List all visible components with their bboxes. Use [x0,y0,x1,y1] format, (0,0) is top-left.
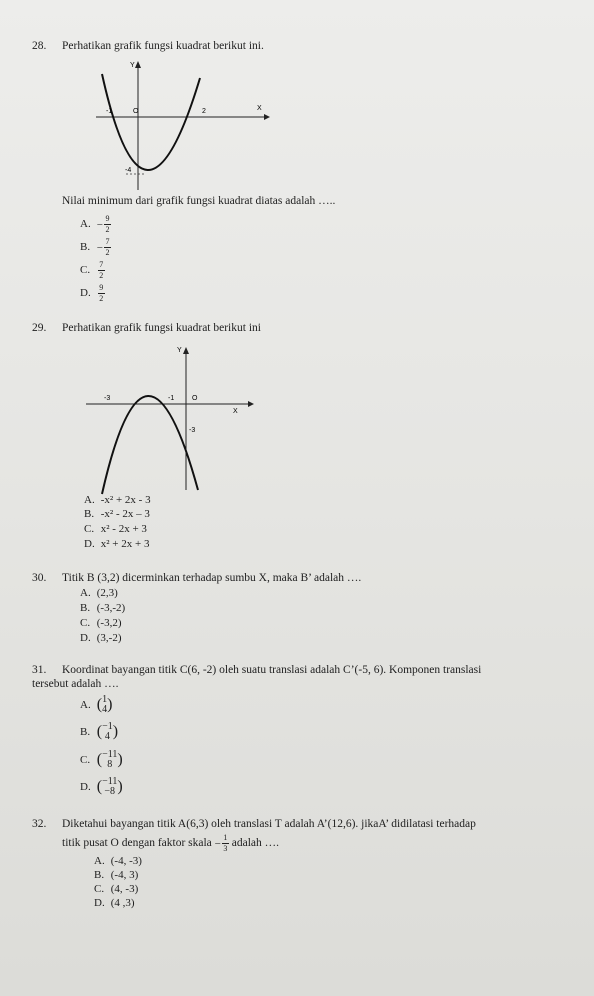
q31-option-d[interactable] [80,777,123,797]
q30-prompt: Titik B (3,2) dicerminkan terhadap sumbu X, maka B’ adalah …. [62,572,362,584]
vector-bottom: 4 [102,704,108,715]
option-label: B. [80,241,91,254]
q29-y-int-label: -3 [189,427,196,434]
vector-top: −11 [102,776,118,787]
vector-top: −1 [102,721,113,732]
q28-graph [88,56,278,196]
option-label: C. [80,617,91,629]
q28-option-b[interactable] [80,238,111,257]
vector-top: 1 [102,694,108,705]
q32-prompt-pre: titik pusat O dengan faktor skala [62,837,212,850]
q28-option-a[interactable] [80,215,111,234]
q29-graph [72,340,262,495]
q31-option-a[interactable] [80,695,112,715]
scale-fraction [222,834,229,853]
numerator: 9 [105,214,110,223]
numerator: 7 [99,260,104,269]
q28-x-label: X [257,105,262,112]
q29-x-right-label: -1 [168,395,175,402]
option-label: D. [80,287,91,300]
q31-option-b[interactable] [80,722,118,742]
option-text: x² + 2x + 3 [100,538,150,550]
option-label: C. [80,264,91,277]
q28-origin-label: O [133,108,139,115]
denominator: 2 [99,271,104,280]
option-text: (-3,2) [96,617,122,629]
q29-parabola [102,396,198,494]
translation-vector: ( −11 −8 ) [96,776,123,797]
denominator: 2 [99,294,104,303]
option-label: D. [94,897,105,909]
option-label: C. [94,883,105,895]
vector-bottom: −8 [104,786,116,797]
option-text: x² - 2x + 3 [100,523,147,535]
option-text: (2,3) [96,587,118,599]
option-label: B. [80,602,91,614]
option-label: C. [80,753,91,766]
option-label: A. [80,698,91,711]
fraction [104,238,111,257]
scale-sign: − [214,837,221,850]
q29-option-b[interactable] [84,508,150,520]
option-label: C. [84,523,95,535]
q29-y-arrow [183,347,189,354]
option-text: (-3,-2) [96,602,126,614]
q30-number: 30. [32,572,47,584]
q28-x-pos-label: 2 [202,108,206,115]
q28-y-min-label: -4 [125,167,132,174]
option-label: A. [94,855,105,867]
fraction [98,284,105,303]
option-label: A. [84,494,95,506]
numerator: 1 [223,833,228,842]
fraction [98,261,105,280]
q32-option-d[interactable] [94,897,135,909]
q28-number: 28. [32,40,47,52]
q31-prompt-line1: Koordinat bayangan titik C(6, -2) oleh suatu translasi adalah C’(-5, 6). Komponen translasi [62,664,482,676]
q32-prompt-post: adalah …. [231,837,280,850]
fraction-sign: − [96,218,103,231]
option-text: (3,-2) [96,632,122,644]
q32-number: 32. [32,818,47,830]
option-text: -x² + 2x - 3 [100,494,151,506]
q29-option-a[interactable] [84,494,151,506]
fraction [104,215,111,234]
q29-option-c[interactable] [84,523,147,535]
option-label: B. [84,508,95,520]
numerator: 9 [99,283,104,292]
q29-option-d[interactable] [84,538,149,550]
translation-vector: ( −1 4 ) [96,721,119,742]
q32-option-c[interactable] [94,883,138,895]
option-label: A. [80,587,91,599]
q29-x-left-label: -3 [104,395,111,402]
option-label: D. [84,538,95,550]
denominator: 2 [105,225,110,234]
q29-y-label: Y [177,347,182,354]
fraction-sign: − [96,241,103,254]
q29-x-label: X [233,408,238,415]
q29-prompt: Perhatikan grafik fungsi kuadrat berikut ini [62,322,261,334]
vector-bottom: 4 [104,731,110,742]
option-label: B. [80,725,91,738]
q32-prompt-line1: Diketahui bayangan titik A(6,3) oleh translasi T adalah A’(12,6). jikaA’ didilatasi terhadap [62,818,476,830]
q31-prompt-line2: tersebut adalah …. [32,678,119,690]
q30-option-b[interactable] [80,602,125,614]
translation-vector: ( −11 8 ) [96,749,123,770]
numerator: 7 [105,237,110,246]
q28-y-label: Y [130,62,135,69]
q30-option-a[interactable] [80,587,118,599]
q29-x-arrow [248,401,254,407]
option-label: D. [80,780,91,793]
q28-x-neg-label: -1 [106,108,113,115]
option-label: A. [80,218,91,231]
option-text: (-4, -3) [110,855,142,867]
q30-option-d[interactable] [80,632,122,644]
option-text: -x² - 2x – 3 [100,508,150,520]
q28-question: Nilai minimum dari grafik fungsi kuadrat diatas adalah ….. [62,195,336,207]
q29-origin-label: O [192,395,198,402]
q30-option-c[interactable] [80,617,122,629]
option-text: (4, -3) [110,883,139,895]
q28-y-arrow [135,61,141,68]
q31-number: 31. [32,664,47,676]
denominator: 3 [223,844,228,853]
vector-bottom: 8 [107,759,113,770]
q31-option-c[interactable] [80,750,123,770]
option-text: (-4, 3) [110,869,139,881]
option-label: B. [94,869,105,881]
option-text: (4 ,3) [110,897,135,909]
q28-prompt: Perhatikan grafik fungsi kuadrat berikut ini. [62,40,264,52]
q28-option-d[interactable] [80,284,105,303]
q29-number: 29. [32,322,47,334]
q28-x-arrow [264,114,270,120]
q28-option-c[interactable] [80,261,105,280]
q32-prompt-line2 [62,834,279,853]
q32-option-b[interactable] [94,869,138,881]
denominator: 2 [105,248,110,257]
translation-vector: ( 1 4 ) [96,694,113,715]
q28-parabola [102,74,200,170]
q32-option-a[interactable] [94,855,142,867]
vector-top: −11 [102,749,118,760]
option-label: D. [80,632,91,644]
